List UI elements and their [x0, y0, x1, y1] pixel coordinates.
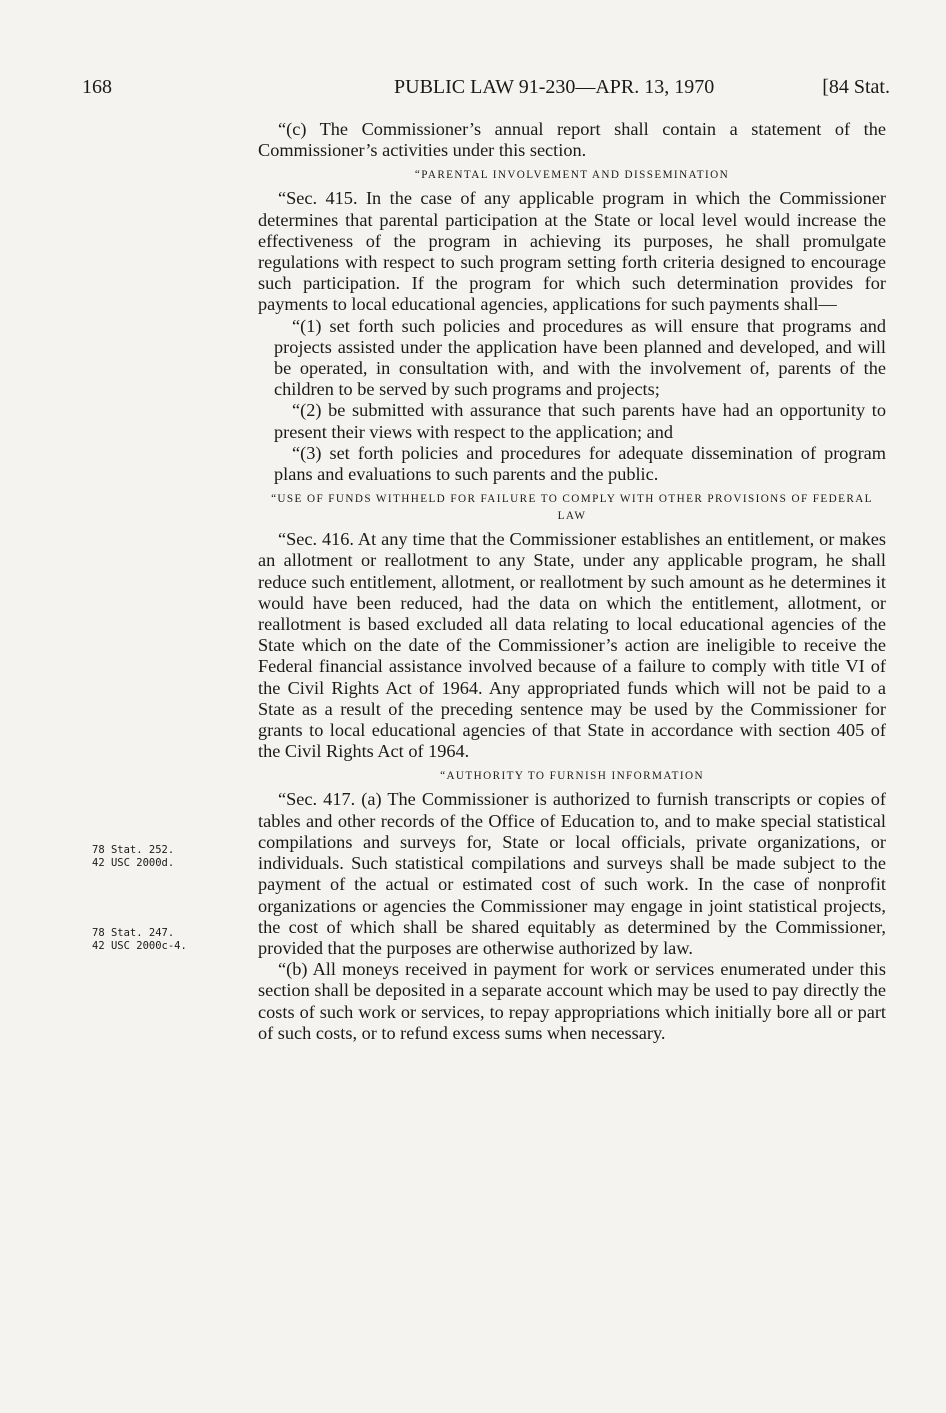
stat-reference: [84 Stat. [822, 76, 890, 98]
section-heading-authority: “AUTHORITY TO FURNISH INFORMATION [440, 770, 704, 783]
paragraph-sec-414c: “(c) The Commissioner’s annual report shall contain a statement of the Commissioner’s activities under this section. [258, 119, 886, 161]
margin-note-line: 78 Stat. 247. [92, 927, 175, 939]
paragraph-sec-416: “Sec. 416. At any time that the Commissioner establishes an entitlement, or makes an allotment or reallotment to any State, under any applicable program, he shall reduce such entitlement, allotment, or reallotment by such amount as he determines it would have been reduced, had the data on which the entitlement, allotment, or reallotment is based excluded all data relating to local educational agencies of the State which on the date of the Commissioner’s action are ineligible to receive the Federal financial assistance involved because of a failure to comply with title VI of the Civil Rights Act of 1964. Any appropriated funds which will not be paid to a State as a result of the preceding sentence may be used by the Commissioner for grants to local educational agencies of that State in accordance with section 405 of the Civil Rights Act of 1964. [258, 529, 886, 762]
paragraph-sec-417b: “(b) All moneys received in payment for work or services enumerated under this section shall be deposited in a separate account which may be used to pay directly the costs of such work or services, to repay appropriations which initially bore all or part of such costs, or to refund excess sums when necessary. [258, 959, 886, 1043]
paragraph-sec-415-item-1: “(1) set forth such policies and procedures as will ensure that programs and projects assisted under the application have been planned and developed, and will be operated, in consultation with, and with the involvement of, parents of the children to be served by such programs and projects; [274, 315, 886, 400]
margin-note-line: 42 USC 2000d. [92, 857, 175, 869]
paragraph-sec-415-item-3: “(3) set forth policies and procedures for adequate dissemination of program plans and evaluations to such parents and the public. [274, 442, 886, 485]
paragraph-sec-415: “Sec. 415. In the case of any applicable program in which the Commissioner determines that parental participation at the State or local level would increase the effectiveness of the program in achieving its purposes, he shall promulgate regulations with respect to such program setting forth criteria designed to encourage such participation. If the program for which such determination provides for payments to local educational agencies, applications for such payments shall— [258, 188, 886, 315]
margin-note-line: 78 Stat. 252. [92, 844, 175, 856]
section-heading-use-of-funds: “USE OF FUNDS WITHHELD FOR FAILURE TO COMPLY WITH OTHER PROVISIONS OF FEDERAL LAW [271, 493, 873, 523]
margin-note-line: 42 USC 2000c-4. [92, 940, 187, 952]
margin-note-civil-rights-title-vi [92, 844, 174, 870]
running-title: PUBLIC LAW 91-230—APR. 13, 1970 [394, 76, 715, 98]
page-number: 168 [82, 76, 112, 98]
paragraph-sec-415-item-2: “(2) be submitted with assurance that such parents have had an opportunity to present their views with respect to the application; and [274, 400, 886, 442]
margin-note-civil-rights-sec-405 [92, 927, 187, 953]
section-heading-parental-involvement: “PARENTAL INVOLVEMENT AND DISSEMINATION [414, 169, 730, 182]
paragraph-sec-417a: “Sec. 417. (a) The Commissioner is authorized to furnish transcripts or copies of tables and other records of the Office of Education to, and to make special statistical compilations and surveys for, State or local officials, private organizations, or individuals. Such statistical compilations and surveys shall be made subject to the payment of the actual or estimated cost of such work. In the case of nonprofit organizations or agencies the Commissioner may engage in joint statistical projects, the cost of which shall be shared equitably as determined by the Commissioner, provided that the purposes are otherwise authorized by law. [258, 789, 886, 958]
body-text [258, 119, 886, 1044]
page-header [82, 76, 890, 106]
